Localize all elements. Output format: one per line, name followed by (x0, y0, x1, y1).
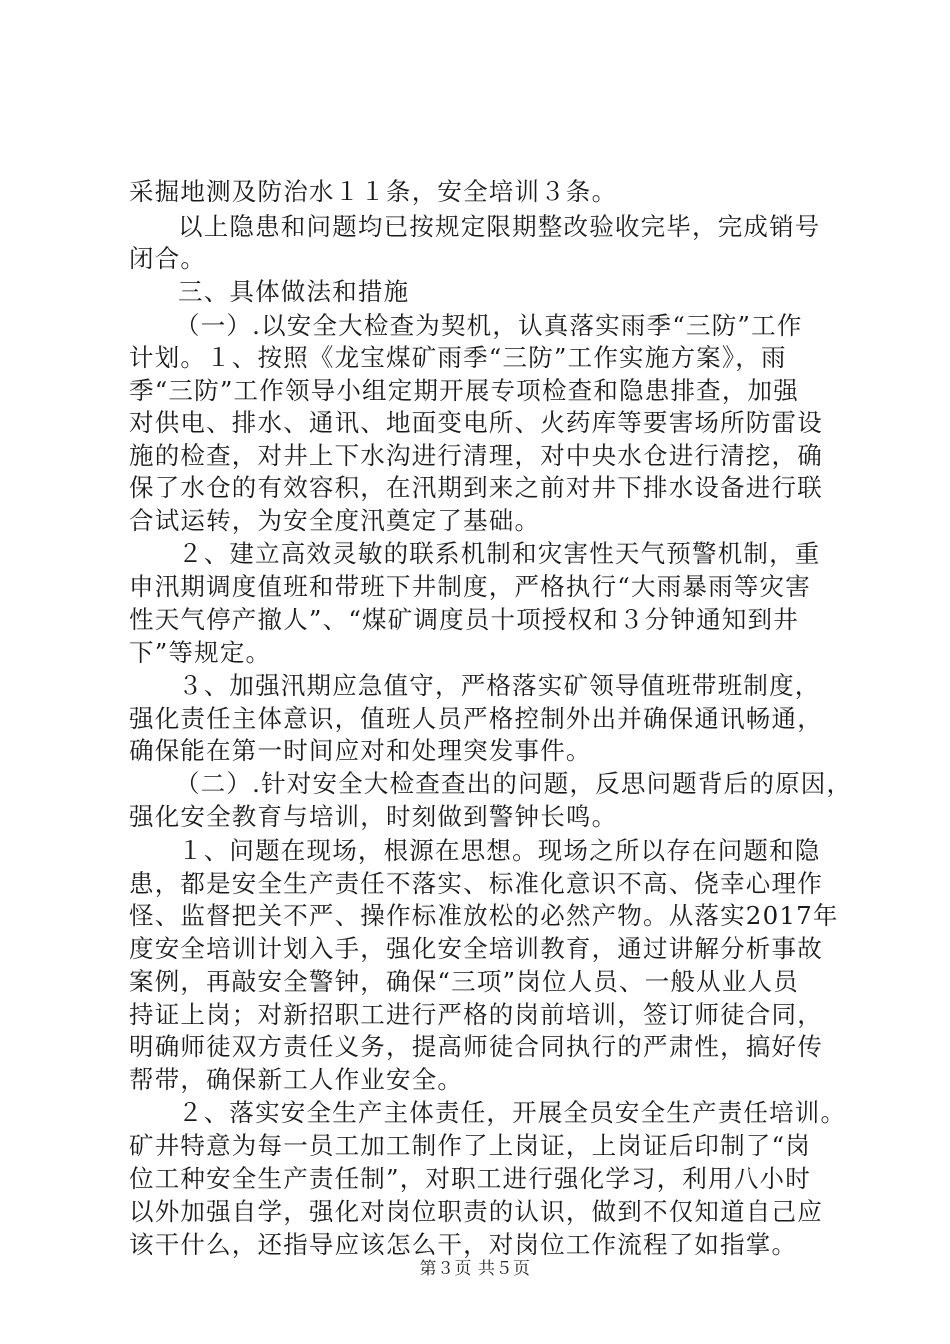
text-line: 强化安全教育与培训，时刻做到警钟长鸣。 (129, 802, 618, 831)
text-line: 保了水仓的有效容积，在汛期到来之前对井下排水设备进行联 (129, 473, 823, 502)
text-line: １、问题在现场，根源在思想。现场之所以存在问题和隐 (178, 836, 821, 865)
text-line: 对供电、排水、通讯、地面变电所、火药库等要害场所防雷设 (129, 408, 823, 437)
text-line: 季“三防”工作领导小组定期开展专项检查和隐患排查，加强 (129, 376, 799, 405)
page-number-footer: 第３页 共５页 (419, 1259, 531, 1279)
text-line: 患，都是安全生产责任不落实、标准化意识不高、侥幸心理作 (129, 869, 823, 898)
text-line: 计划。１、按照《龙宝煤矿雨季“三防”工作实施方案》，雨 (129, 343, 787, 372)
text-line: 确保能在第一时间应对和处理突发事件。 (129, 736, 592, 765)
subsection-heading: （二）.针对安全大检查查出的问题，反思问题背后的原因， (175, 769, 853, 798)
subsection-heading: （一）.以安全大检查为契机，认真落实雨季“三防”工作 (175, 311, 803, 340)
text-line: 采掘地测及防治水１１条，安全培训３条。 (129, 177, 618, 206)
text-line: ３、加强汛期应急值守，严格落实矿领导值班带班制度， (178, 671, 821, 700)
text-line: 以外加强自学，强化对岗位职责的认识，做到不仅知道自己应 (129, 1197, 823, 1226)
text-line: 矿井特意为每一员工加工制作了上岗证，上岗证后印制了“岗 (129, 1131, 811, 1160)
text-line: 性天气停产撤人”、“煤矿调度员十项授权和３分钟通知到井 (129, 605, 799, 634)
text-line: 明确师徒双方责任义务，提高师徒合同执行的严肃性，搞好传 (129, 1032, 823, 1061)
text-line: ２、建立高效灵敏的联系机制和灾害性天气预警机制，重 (178, 539, 821, 568)
text-line: 帮带，确保新工人作业安全。 (129, 1065, 464, 1094)
text-line: 持证上岗；对新招职工进行严格的岗前培训，签订师徒合同， (129, 1000, 823, 1029)
text-line: 怪、监督把关不严、操作标准放松的必然产物。从落实2017年 (129, 901, 839, 930)
text-line: 该干什么，还指导应该怎么干，对岗位工作流程了如指掌。 (129, 1230, 798, 1259)
text-line: ２、落实安全生产主体责任，开展全员安全生产责任培训。 (178, 1098, 847, 1127)
text-line: 合试运转，为安全度汛奠定了基础。 (129, 506, 541, 535)
section-heading: 三、具体做法和措施 (178, 277, 410, 306)
text-line: 案例，再敲安全警钟，确保“三项”岗位人员、一般从业人员 (129, 967, 799, 996)
text-line: 度安全培训计划入手，强化安全培训教育，通过讲解分析事故 (129, 934, 823, 963)
text-line: 下”等规定。 (129, 638, 272, 667)
text-line: 以上隐患和问题均已按规定限期整改验收完毕，完成销号 (178, 212, 821, 241)
text-line: 施的检查，对井上下水沟进行清理，对中央水仓进行清挖，确 (129, 441, 823, 470)
text-line: 位工种安全生产责任制”，对职工进行强化学习，利用八小时 (129, 1164, 811, 1193)
text-line: 闭合。 (129, 244, 207, 273)
text-line: 申汛期调度值班和带班下井制度，严格执行“大雨暴雨等灾害 (129, 572, 811, 601)
text-line: 强化责任主体意识，值班人员严格控制外出并确保通讯畅通， (129, 704, 823, 733)
